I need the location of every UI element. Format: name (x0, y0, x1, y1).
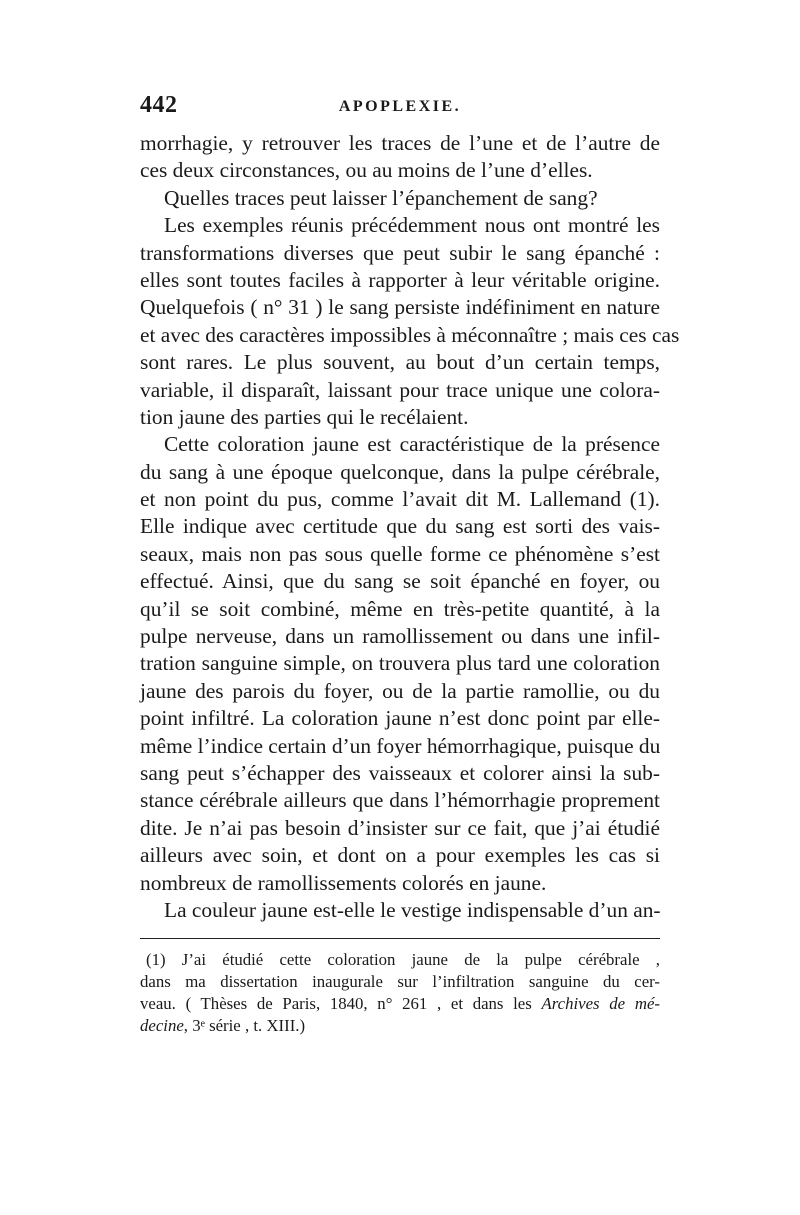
text-line: elles sont toutes faciles à rapporter à leur véritable origine. (140, 267, 660, 292)
page-header (140, 92, 660, 126)
text-line: Quelles traces peut laisser l’épanchement de sang? (164, 185, 598, 210)
text-line: ces deux circonstances, ou au moins de l’une d’elles. (140, 158, 593, 183)
footnote-line: (1) J’ai étudié cette coloration jaune de la pulpe cérébrale , (146, 950, 660, 970)
text-line: dite. Je n’ai pas besoin d’insister sur ce fait, que j’ai étudié (140, 815, 660, 840)
text-line: morrhagie, y retrouver les traces de l’une et de l’autre de (140, 131, 660, 155)
text-line: Cette coloration jaune est caractéristique de la présence (164, 432, 660, 457)
text-line: tion jaune des parties qui le recélaient. (140, 404, 469, 429)
text-line: Elle indique avec certitude que du sang est sorti des vais- (140, 514, 660, 539)
footnote-text: veau. ( Thèses de Paris, 1840, n° 261 , et dans les (140, 994, 532, 1014)
text-line: sang peut s’échapper des vaisseaux et colorer ainsi la sub- (140, 760, 660, 785)
text-line: du sang à une époque quelconque, dans la pulpe cérébrale, (140, 459, 660, 484)
text-line: même l’indice certain d’un foyer hémorrhagique, puisque du (140, 733, 661, 758)
text-line: sont rares. Le plus souvent, au bout d’un certain temps, (140, 350, 660, 375)
text-line: effectué. Ainsi, que du sang se soit épanché en foyer, ou (140, 569, 660, 594)
footnote-line (140, 993, 660, 1015)
text-line: qu’il se soit combiné, même en très-petite quantité, à la (140, 596, 660, 621)
text-line: point infiltré. La coloration jaune n’est donc point par elle- (140, 706, 660, 731)
text-line: stance cérébrale ailleurs que dans l’hémorrhagie proprement (140, 788, 660, 813)
footnote-rule (140, 938, 660, 939)
running-title: APOPLEXIE. (338, 98, 462, 115)
text-line: seaux, mais non pas sous quelle forme ce phénomène s’est (140, 541, 660, 566)
journal-title: Archives de mé- (541, 994, 660, 1014)
footnote-line (140, 1015, 660, 1037)
text-line: variable, il disparaît, laissant pour trace unique une colora- (140, 377, 660, 402)
footnote-text: , 3ᵉ série , t. XIII.) (183, 1016, 306, 1036)
text-line: La couleur jaune est-elle le vestige indispensable d’un an- (164, 897, 661, 922)
text-line: pulpe nerveuse, dans un ramollissement ou dans une infil- (140, 624, 660, 649)
text-line: transformations diverses que peut subir le sang épanché : (140, 240, 660, 265)
text-line: et avec des caractères impossibles à méconnaître ; mais ces cas (140, 322, 680, 347)
text-line: jaune des parois du foyer, ou de la partie ramollie, ou du (140, 678, 660, 703)
text-line: et non point du pus, comme l’avait dit M. Lallemand (1). (140, 487, 660, 512)
text-line: Les exemples réunis précédemment nous ont montré les (164, 213, 660, 238)
footnote (140, 949, 660, 1037)
footnote-line: dans ma dissertation inaugurale sur l’infiltration sanguine du cer- (140, 972, 660, 992)
body-text (140, 130, 680, 924)
text-line: tration sanguine simple, on trouvera plus tard une coloration (140, 651, 660, 676)
book-page (140, 92, 680, 1037)
journal-title-cont: decine (140, 1016, 184, 1036)
text-line: nombreux de ramollissements colorés en jaune. (140, 870, 547, 895)
text-line: ailleurs avec soin, et dont on a pour exemples les cas si (140, 843, 660, 868)
page-number: 442 (140, 92, 178, 118)
text-line: Quelquefois ( n° 31 ) le sang persiste indéfiniment en nature (140, 295, 660, 320)
